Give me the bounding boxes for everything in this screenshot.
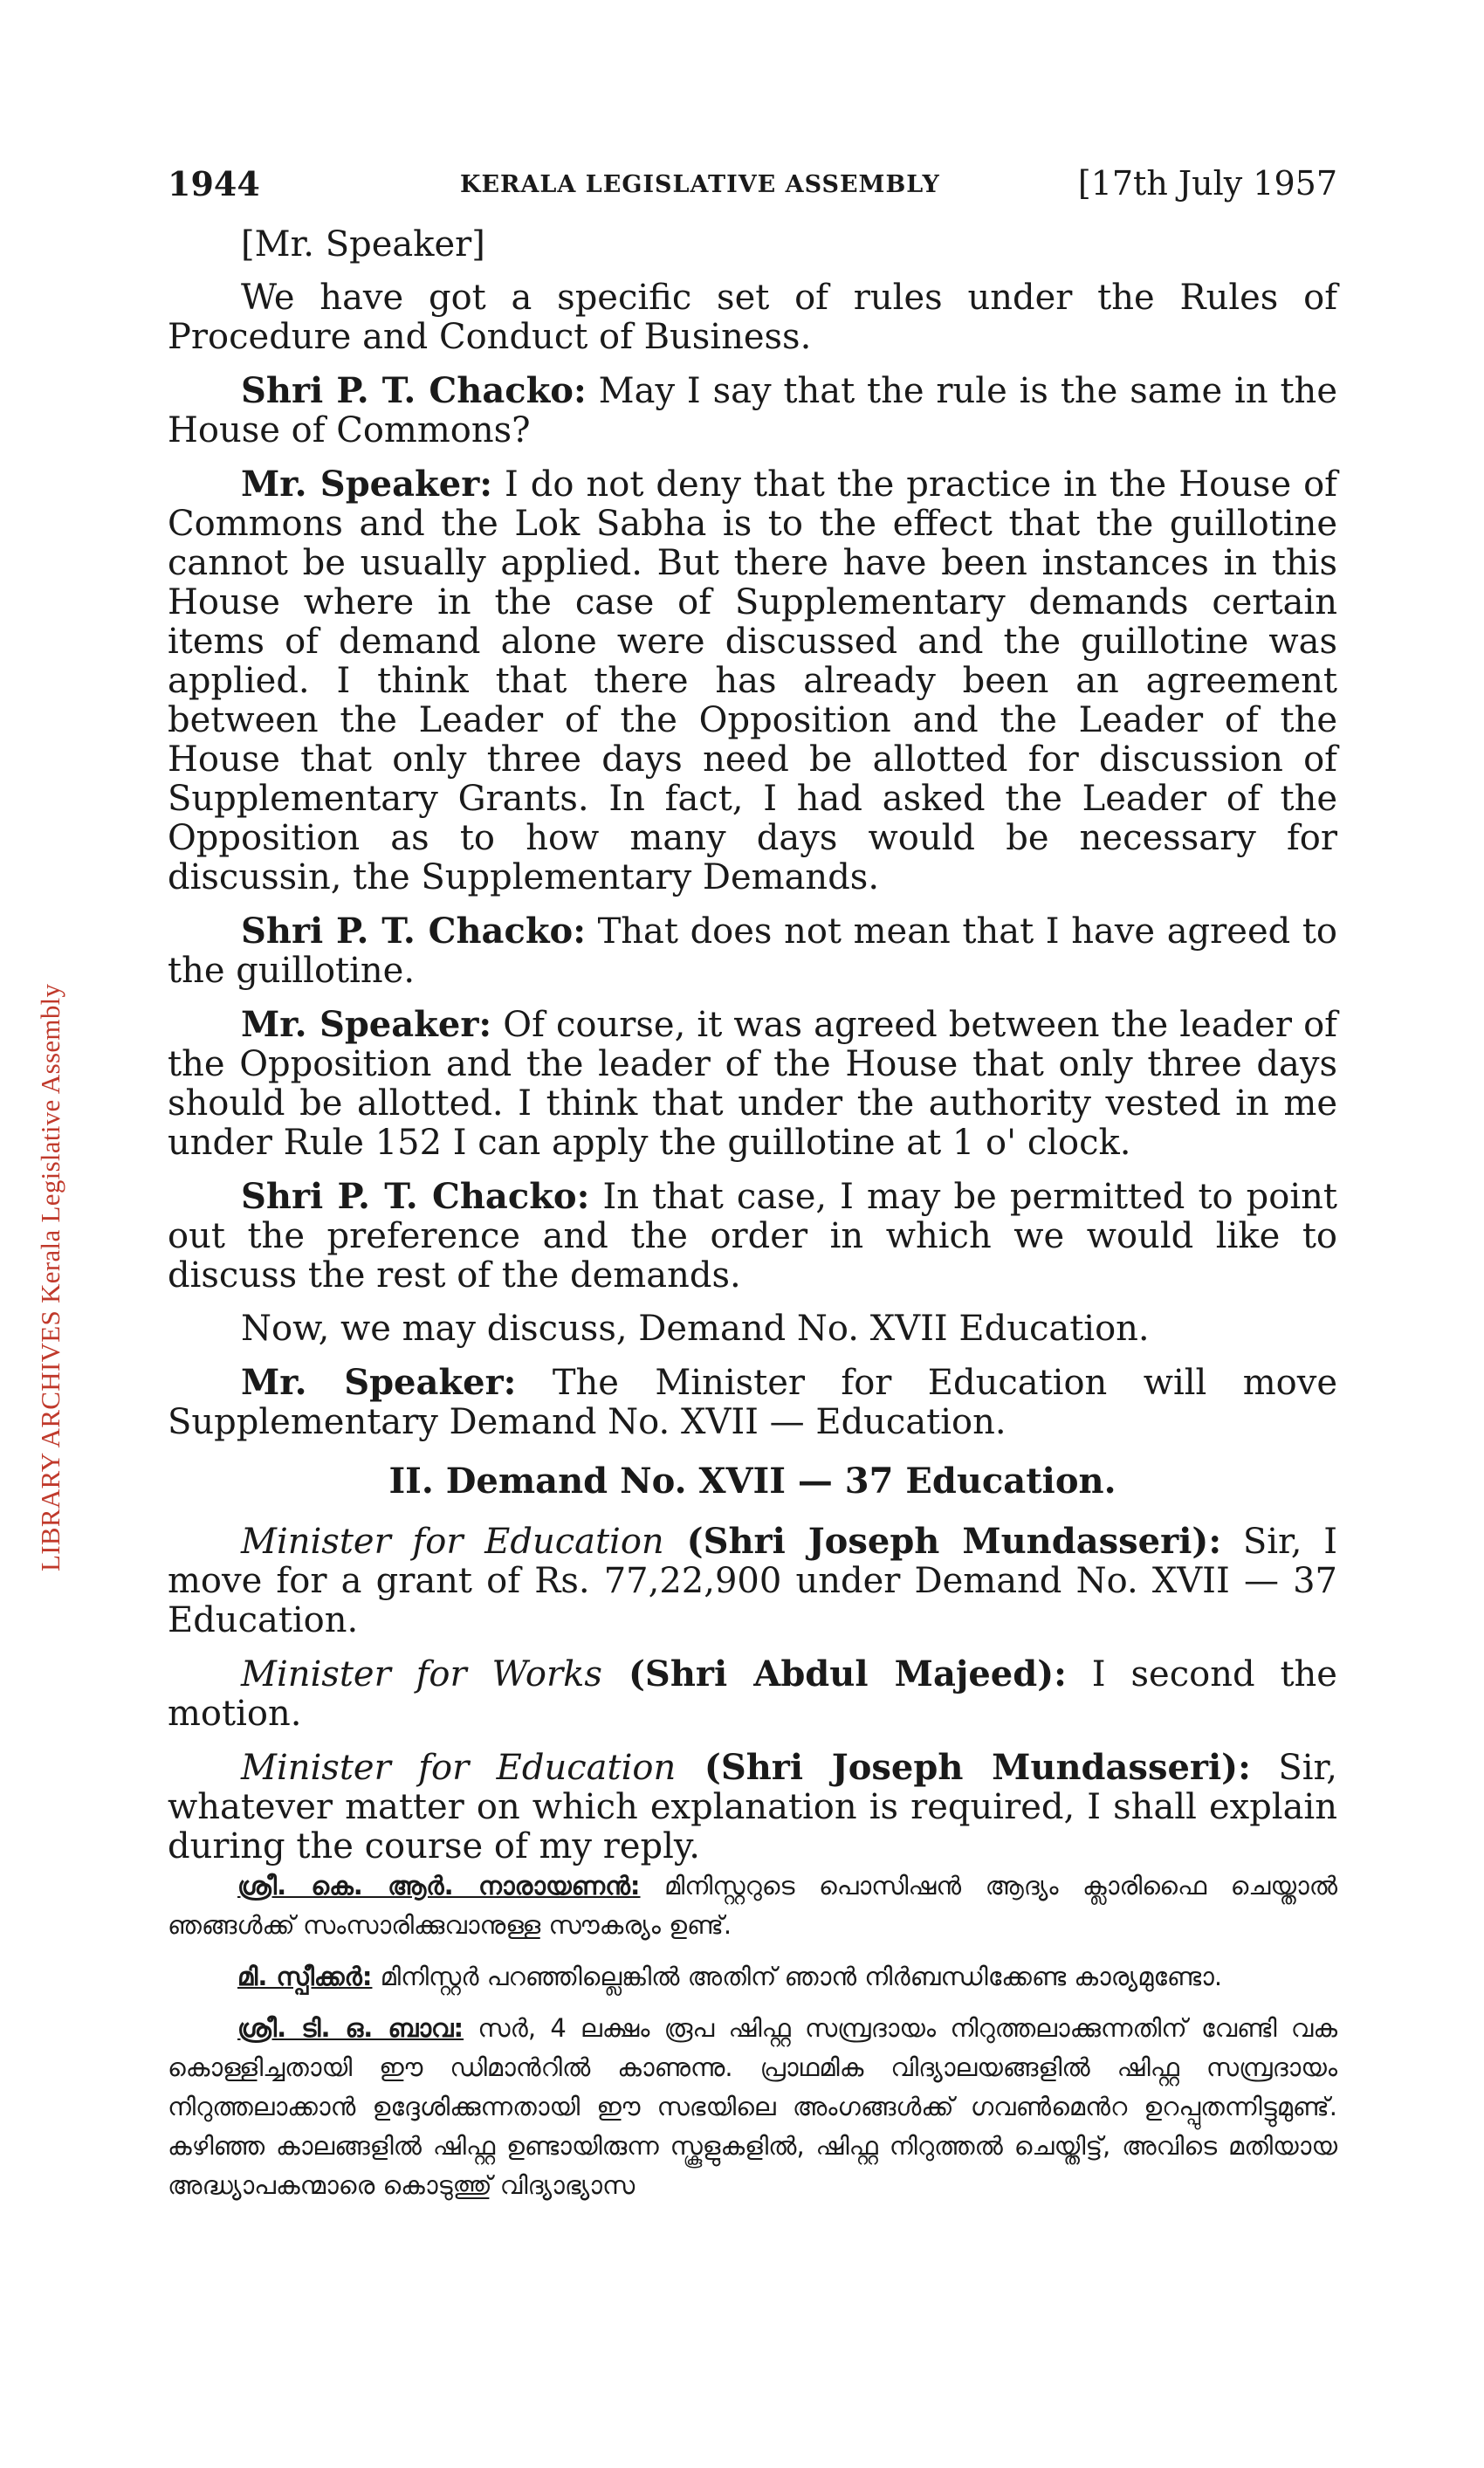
speech-text: In that case, I may be permitted to point out the preference and the order in which we would like to discuss the rest of the demands. [168,1177,1337,1296]
malayalam-section [168,1866,1337,2217]
running-title: KERALA LEGISLATIVE ASSEMBLY [460,171,940,198]
paragraph [168,1654,1337,1734]
speech-text: I do not deny that the practice in the House of Commons and the Lok Sabha is to the effect that the guillotine cannot be usually applied. But there have been instances in this House where in the case of Supplementary demands certain items of demand alone were discussed and the guillotine was applied. I think that there has already been an agreement between the Leader of the Opposition and the Leader of the House that only three days need be allotted for discussion of Supplementary Grants. In fact, I had asked the Leader of the Opposition as to how many days would be necessary for discussin, the Supplementary Demands. [168,464,1337,897]
paragraph [168,1005,1337,1163]
paragraph [168,1522,1337,1640]
paragraph: [Mr. Speaker] [241,224,485,265]
page-header [168,164,1337,208]
speaker-name: ശ്രീ. കെ. ആർ. നാരായണൻ: [237,1871,641,1901]
speaker-name: Shri P. T. Chacko: [241,1176,590,1217]
paragraph [168,1363,1337,1442]
header-date: [17th July 1957 [1077,164,1337,203]
speech-text: മിനിസ്റ്ററുടെ പൊസിഷൻ ആദ്യം ക്ലാരിഫൈ ചെയ്താൽ ഞങ്ങൾക്ക് സംസാരിക്കുവാനുള്ള സൗകര്യം ഉണ്ട്. [168,1871,1337,1940]
paragraph [168,911,1337,991]
speaker-name: Mr. Speaker: [241,1004,492,1045]
speech-text: That does not mean that I have agreed to the guillotine. [168,911,1337,991]
paragraph [168,1177,1337,1296]
speech-text: May I say that the rule is the same in the House of Commons? [168,371,1337,450]
speaker-name: (Shri Joseph Mundasseri): [663,1521,1222,1562]
speech-text: മിനിസ്റ്റർ പറഞ്ഞില്ലെങ്കിൽ അതിന് ഞാൻ നിർബന്ധിക്കേണ്ട കാര്യമുണ്ടോ. [372,1962,1223,1991]
speaker-name: മി. സ്പീക്കർ: [237,1962,373,1991]
paragraph [168,1957,1337,1997]
speech-text: I second the motion. [168,1654,1337,1734]
speaker-name: (Shri Abdul Majeed): [601,1653,1067,1695]
paragraph [168,2009,1337,2205]
speech-text: Sir, I move for a grant of Rs. 77,22,900 under Demand No. XVII — 37 Education. [168,1522,1337,1640]
paragraph [168,371,1337,450]
speaker-role: Minister for Education [241,1522,664,1562]
main-text [168,225,1337,1880]
archive-watermark: LIBRARY ARCHIVES Kerala Legislative Assembly [35,983,65,1571]
paragraph [168,464,1337,897]
speech-text: The Minister for Education will move Supplementary Demand No. XVII — Education. [168,1363,1337,1442]
speaker-name: Shri P. T. Chacko: [241,911,586,952]
speaker-role: Minister for Education [241,1748,677,1788]
paragraph [168,1866,1337,1945]
speaker-name: Mr. Speaker: [241,1362,517,1403]
speaker-name: ശ്രീ. ടി. ഒ. ബാവ: [237,2013,464,2043]
paragraph [168,1310,1337,1349]
speech-text: Now, we may discuss, Demand No. XVII Education. [241,1309,1150,1349]
paragraph: We have got a specific set of rules under the Rules of Procedure and Conduct of Business. [168,278,1337,357]
speech-text: Sir, whatever matter on which explanation is required, I shall explain during the course of my reply. [168,1748,1337,1866]
speech-text: Of course, it was agreed between the leader of the Opposition and the leader of the House that only three days should be allotted. I think that under the authority vested in me under Rule 152 I can apply the guillotine at 1 o' clock. [168,1005,1337,1163]
speaker-name: Mr. Speaker: [241,464,493,505]
paragraph [168,1748,1337,1866]
page-number: 1944 [168,164,260,203]
speaker-name: Shri P. T. Chacko: [241,370,587,411]
speech-text: സർ, 4 ലക്ഷം രൂപ ഷിഫ്റ്റ സമ്പ്രദായം നിറുത്തലാക്കുന്നതിന് വേണ്ടി വക കൊള്ളിച്ചതായി ഈ ഡിമാൻറിൽ കാണുന്നു. പ്രാഥമിക വിദ്യാലയങ്ങളിൽ ഷിഫ്റ്റ സമ്പ്രദായം നിറുത്തലാക്കാൻ ഉദ്ദേശിക്കുന്നതായി ഈ സഭയിലെ അംഗങ്ങൾക്ക് ഗവൺമെൻറ ഉറപ്പുതന്നിട്ടുമുണ്ട്. കഴിഞ്ഞ കാലങ്ങളിൽ ഷിഫ്റ്റ ഉണ്ടായിരുന്ന സ്കൂളുകളിൽ, ഷിഫ്റ്റ നിറുത്തൽ ചെയ്തിട്ട്, അവിടെ മതിയായ അദ്ധ്യാപകന്മാരെ കൊടുത്തു് വിദ്യാഭ്യാസ [168,2013,1337,2200]
speaker-name: (Shri Joseph Mundasseri): [676,1747,1251,1788]
speaker-role: Minister for Works [241,1654,602,1695]
section-heading: II. Demand No. XVII — 37 Education. [388,1461,1116,1502]
